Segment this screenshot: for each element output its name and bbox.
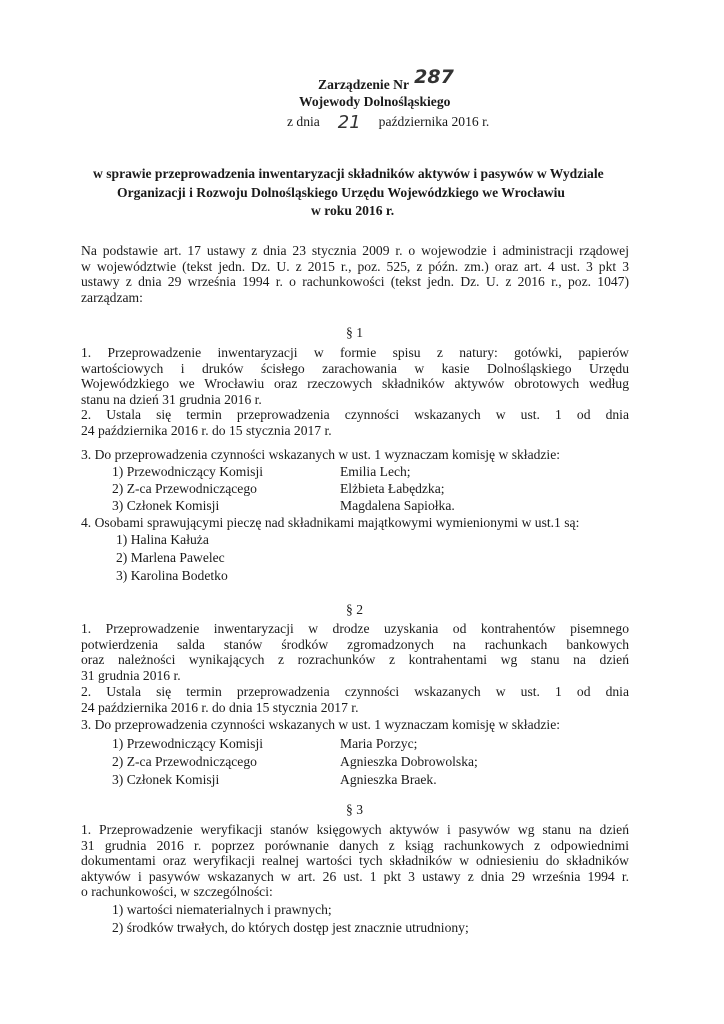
s2-p3-line: 3. Do przeprowadzenia czynności wskazanych w ust. 1 wyznaczam komisję w składzie: [81, 717, 561, 732]
s3-item-2: 2) środków trwałych, do których dostęp jest znacznie utrudniony; [112, 920, 469, 935]
s2-p2-line: 24 października 2016 r. do dnia 15 stycznia 2017 r. [81, 699, 359, 715]
s3-item-1: 1) wartości niematerialnych i prawnych; [112, 902, 332, 917]
date-day-handwritten: 21 [337, 112, 361, 133]
s1-commission-role-1: 1) Przewodniczący Komisji [112, 464, 263, 479]
s1-point-4: 4. Osobami sprawującymi pieczę nad składnikami majątkowymi wymienionymi w ust.1 są: [81, 515, 580, 530]
s2-point-2 [81, 684, 629, 715]
s1-p1-line: wartościowych i druków ścisłego zarachowania w kasie Dolnośląskiego Urzędu [81, 360, 629, 376]
basis-line: w województwie (tekst jedn. Dz. U. z 2015 r., poz. 525, z późn. zm.) oraz art. 4 ust. 3 pkt 3 [81, 258, 629, 274]
s1-point-3 [81, 447, 629, 463]
date-prefix: z dnia [287, 114, 320, 129]
s3-p1-line: 1. Przeprowadzenie weryfikacji stanów księgowych aktywów i pasywów wg stanu na dzień [81, 822, 629, 837]
s1-custodian-2: 2) Marlena Pawelec [116, 550, 225, 565]
s1-p2-line: 2. Ustala się termin przeprowadzenia czynności wskazanych w ust. 1 od dnia [81, 407, 629, 422]
s3-p1-line: 31 grudnia 2016 r. poprzez porównanie danych z ksiąg rachunkowych z odpowiednimi [81, 837, 629, 853]
s1-p1-line: 1. Przeprowadzenie inwentaryzacji w formie spisu z natury: gotówki, papierów [81, 345, 629, 360]
subject-line3: w roku 2016 r. [311, 203, 395, 218]
s1-p1-line: stanu na dzień 31 grudnia 2016 r. [81, 391, 262, 407]
s1-point-2 [81, 407, 629, 438]
s2-commission-name-2: Agnieszka Dobrowolska; [340, 754, 478, 769]
s1-custodian-1: 1) Halina Kałuża [116, 532, 209, 547]
s1-commission-name-2: Elżbieta Łabędzka; [340, 481, 445, 496]
s3-p1-line: dokumentami oraz weryfikacji realnej wartości tych składników w odniesieniu do składników [81, 853, 629, 868]
s3-p1-line: aktywów i pasywów wskazanych w art. 26 ust. 1 pkt 3 ustawy z dnia 29 września 1994 r. [81, 868, 629, 884]
s1-p2-line: 24 października 2016 r. do 15 stycznia 2017 r. [81, 422, 332, 438]
section-3-heading: § 3 [346, 802, 363, 817]
s2-point-3 [81, 717, 629, 733]
s2-commission-name-3: Agnieszka Braek. [340, 772, 437, 787]
s2-p1-line: oraz należności wynikających z rozrachunków z kontrahentami wg stanu na dzień [81, 652, 629, 667]
date-suffix: października 2016 r. [378, 114, 490, 129]
s2-commission-name-1: Maria Porzyc; [340, 736, 418, 751]
s3-p1-line: o rachunkowości, w szczególności: [81, 884, 273, 899]
section-2-heading: § 2 [346, 602, 363, 617]
s3-point-1 [81, 822, 629, 900]
s1-p1-line: Wojewódzkiego we Wrocławiu oraz rzeczowych składników aktywów obrotowych według [81, 376, 629, 391]
s1-commission-role-2: 2) Z-ca Przewodniczącego [112, 481, 257, 496]
subject-line1: w sprawie przeprowadzenia inwentaryzacji składników aktywów i pasywów w Wydziale [93, 166, 604, 181]
s2-p2-line: 2. Ustala się termin przeprowadzenia czynności wskazanych w ust. 1 od dnia [81, 684, 629, 699]
s1-commission-name-1: Emilia Lech; [340, 464, 411, 479]
subject-line2: Organizacji i Rozwoju Dolnośląskiego Urzędu Wojewódzkiego we Wrocławiu [117, 185, 565, 200]
s1-p3-line: 3. Do przeprowadzenia czynności wskazanych w ust. 1 wyznaczam komisję w składzie: [81, 447, 561, 462]
s1-commission-name-3: Magdalena Sapiołka. [340, 498, 455, 513]
s2-p1-line: 31 grudnia 2016 r. [81, 667, 181, 683]
basis-line: zarządzam: [81, 289, 143, 305]
s2-commission-role-2: 2) Z-ca Przewodniczącego [112, 754, 257, 769]
ordinance-label: Zarządzenie Nr [318, 77, 409, 92]
s2-p1-line: potwierdzenia salda stanów środków zgromadzonych na rachunkach bankowych [81, 636, 629, 652]
section-1-heading: § 1 [346, 325, 363, 340]
s1-commission-role-3: 3) Członek Komisji [112, 498, 220, 513]
header-line1 [318, 66, 454, 93]
basis-line: Na podstawie art. 17 ustawy z dnia 23 stycznia 2009 r. o wojewodzie i administracji rządowej [81, 243, 629, 258]
s2-commission-role-3: 3) Członek Komisji [112, 772, 220, 787]
header-line3 [287, 112, 490, 133]
header-line2: Wojewody Dolnośląskiego [299, 94, 451, 109]
s2-point-1 [81, 621, 629, 683]
s2-commission-role-1: 1) Przewodniczący Komisji [112, 736, 263, 751]
s1-custodian-3: 3) Karolina Bodetko [116, 568, 228, 583]
basis-line: ustawy z dnia 29 września 1994 r. o rachunkowości (tekst jedn. Dz. U. z 2016 r., poz. 1047) [81, 274, 629, 289]
s1-point-1 [81, 345, 629, 407]
ordinance-number-handwritten: 287 [414, 66, 454, 88]
s2-p1-line: 1. Przeprowadzenie inwentaryzacji w drodze uzyskania od kontrahentów pisemnego [81, 621, 629, 636]
legal-basis [81, 243, 629, 305]
